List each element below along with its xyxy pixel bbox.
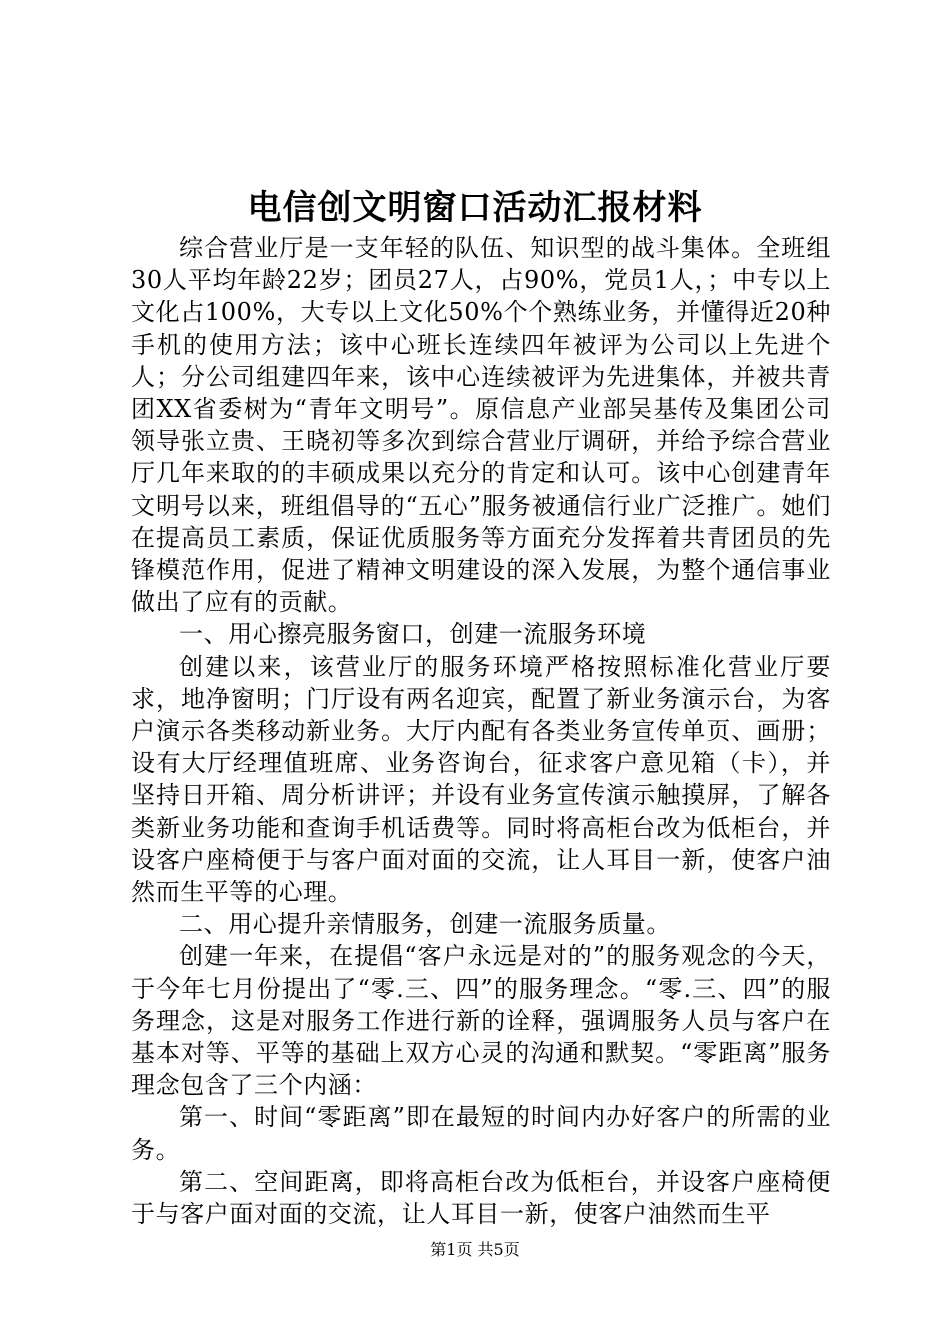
paragraph-environment: 创建以来，该营业厅的服务环境严格按照标准化营业厅要求，地净窗明；门厅设有两名迎宾，配置了新业务演示台，为客户演示各类移动新业务。大厅内配有各类业务宣传单页、画册；设有大厅经理值班席、业务咨询台，征求客户意见箱（卡），并坚持日开箱、周分析讲评；并设有业务宣传演示触摸屏，了解各类新业务功能和查询手机话费等。同时将高柜台改为低柜台，并设客户座椅便于与客户面对面的交流，让人耳目一新，使客户油然而生平等的心理。 (131, 652, 831, 907)
paragraph-intro: 综合营业厅是一支年轻的队伍、知识型的战斗集体。全班组30人平均年龄22岁；团员27人，占90%，党员1人，；中专以上文化占100%，大专以上文化50%个个熟练业务，并懂得近20种手机的使用方法；该中心班长连续四年被评为公司以上先进个人；分公司组建四年来，该中心连续被评为先进集体，并被共青团XX省委树为“青年文明号”。原信息产业部吴基传及集团公司领导张立贵、王晓初等多次到综合营业厅调研，并给予综合营业厅几年来取的的丰硕成果以充分的肯定和认可。该中心创建青年文明号以来，班组倡导的“五心”服务被通信行业广泛推广。她们在提高员工素质，保证优质服务等方面充分发挥着共青团员的先锋模范作用，促进了精神文明建设的深入发展，为整个通信事业做出了应有的贡献。 (131, 234, 831, 617)
paragraph-service-concept: 创建一年来，在提倡“客户永远是对的”的服务观念的今天，于今年七月份提出了“零.三、四”的服务理念。“零.三、四”的服务理念，这是对服务工作进行新的诠释，强调服务人员与客户在基本对等、平等的基础上双方心灵的沟通和默契。“零距离”服务理念包含了三个内涵： (131, 942, 831, 1100)
paragraph-time-zero-distance: 第一、时间“零距离”即在最短的时间内办好客户的所需的业务。 (131, 1103, 831, 1164)
section-heading-environment: 一、用心擦亮服务窗口，创建一流服务环境 (179, 620, 647, 649)
document-body (131, 232, 831, 1230)
page-footer: 第1页 共5页 (430, 1240, 520, 1259)
document-title: 电信创文明窗口活动汇报材料 (247, 188, 703, 228)
section-heading-quality: 二、用心提升亲情服务，创建一流服务质量。 (179, 910, 671, 939)
paragraph-space-distance: 第二、空间距离，即将高柜台改为低柜台，并设客户座椅便于与客户面对面的交流，让人耳目一新，使客户油然而生平 (131, 1167, 831, 1229)
